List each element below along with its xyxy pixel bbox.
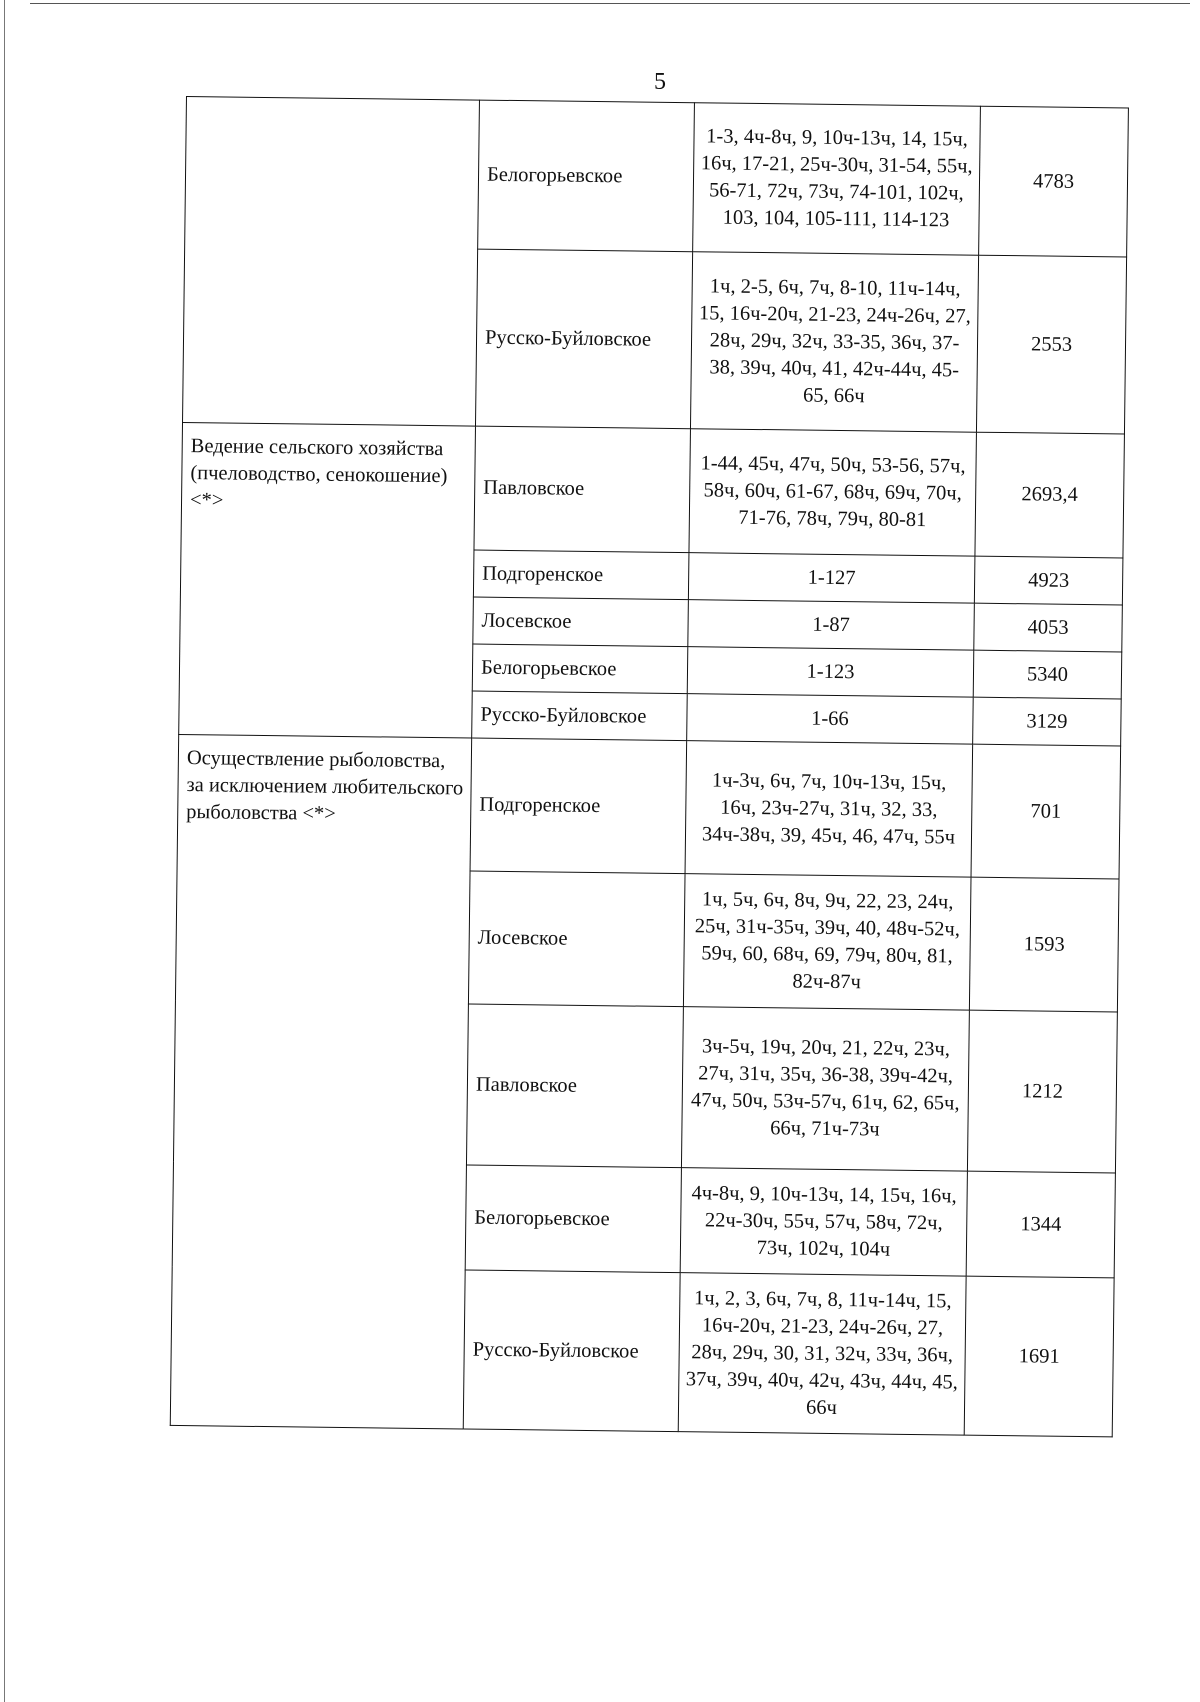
activity-cell [183,97,480,427]
settlement-cell: Павловское [474,426,690,553]
settlement-cell: Белогорьевское [478,100,695,252]
quarters-cell: 1-123 [687,647,974,697]
scan-edge-left [4,0,5,1702]
quarters-cell: 1ч-3ч, 6ч, 7ч, 10ч-13ч, 15ч, 16ч, 23ч-27ч, 31ч, 32, 33, 34ч-38ч, 39, 45ч, 46, 47ч, 55ч [685,741,973,877]
settlement-cell: Лосевское [473,597,689,647]
activity-cell: Осуществление рыболовства, за исключением любительского рыболовства <*> [170,734,471,1429]
quarters-cell: 3ч-5ч, 19ч, 20ч, 21, 22ч, 23ч, 27ч, 31ч, 35ч, 36-38, 39ч-42ч, 47ч, 50ч, 53ч-57ч, 61ч, 62, 65ч, 66ч, 71ч-73ч [681,1007,969,1171]
quarters-cell: 1-87 [688,600,975,650]
settlement-cell: Русско-Буйловское [472,691,688,741]
settlement-cell: Подгоренское [473,550,689,600]
area-cell: 2693,4 [975,432,1125,558]
settlement-cell: Лосевское [468,871,685,1007]
area-cell: 3129 [973,697,1122,746]
quarters-cell: 4ч-8ч, 9, 10ч-13ч, 14, 15ч, 16ч, 22ч-30ч, 55ч, 57ч, 58ч, 72ч, 73ч, 102ч, 104ч [680,1168,967,1276]
settlement-cell: Белогорьевское [465,1165,681,1273]
quarters-cell: 1-127 [688,553,975,603]
settlement-cell: Подгоренское [470,738,687,874]
settlement-cell: Белогорьевское [472,644,688,694]
area-cell: 2553 [976,255,1126,434]
area-cell: 1212 [967,1010,1117,1173]
area-cell: 4783 [979,106,1129,257]
area-cell: 1691 [964,1276,1114,1437]
quarters-cell: 1-66 [687,694,974,744]
quarters-cell: 1-44, 45ч, 47ч, 50ч, 53-56, 57ч, 58ч, 60ч, 61-67, 68ч, 69ч, 70ч, 71-76, 78ч, 79ч, 80-81 [689,429,976,556]
settlement-cell: Павловское [466,1004,683,1168]
document-sheet [169,96,1128,1492]
area-cell: 5340 [973,650,1122,699]
table-row [181,422,1124,557]
settlement-cell: Русско-Буйловское [475,249,692,429]
area-cell: 4923 [974,556,1123,605]
quarters-cell: 1ч, 2-5, 6ч, 7ч, 8-10, 11ч-14ч, 15, 16ч-20ч, 21-23, 24ч-26ч, 27, 28ч, 29ч, 32ч, 33-35, 36ч, 37-38, 39ч, 40ч, 41, 42ч-44ч, 45-65, 66ч [690,252,978,432]
quarters-cell: 1-3, 4ч-8ч, 9, 10ч-13ч, 14, 15ч, 16ч, 17-21, 25ч-30ч, 31-54, 55ч, 56-71, 72ч, 73ч, 74-101, 102ч, 103, 104, 105-111, 114-123 [693,103,981,255]
land-use-table [170,96,1129,1437]
area-cell: 1344 [966,1171,1115,1278]
table-row [177,734,1121,878]
scan-edge-top [30,3,1190,4]
quarters-cell: 1ч, 2, 3, 6ч, 7ч, 8, 11ч-14ч, 15, 16ч-20ч, 21-23, 24ч-26ч, 27, 28ч, 29ч, 30, 31, 32ч, 33ч, 36ч, 37ч, 39ч, 40ч, 42ч, 43ч, 44ч, 45, 66ч [678,1273,966,1435]
area-cell: 701 [971,744,1121,879]
area-cell: 1593 [969,877,1119,1012]
quarters-cell: 1ч, 5ч, 6ч, 8ч, 9ч, 22, 23, 24ч, 25ч, 31ч-35ч, 39ч, 40, 48ч-52ч, 59ч, 60, 68ч, 69, 79ч, 80ч, 81, 82ч-87ч [683,874,971,1010]
activity-cell: Ведение сельского хозяйства (пчеловодство, сенокошение) <*> [179,422,476,738]
page-number: 5 [654,69,666,95]
table-row [185,97,1129,257]
area-cell: 4053 [974,603,1123,652]
settlement-cell: Русско-Буйловское [463,1270,680,1432]
